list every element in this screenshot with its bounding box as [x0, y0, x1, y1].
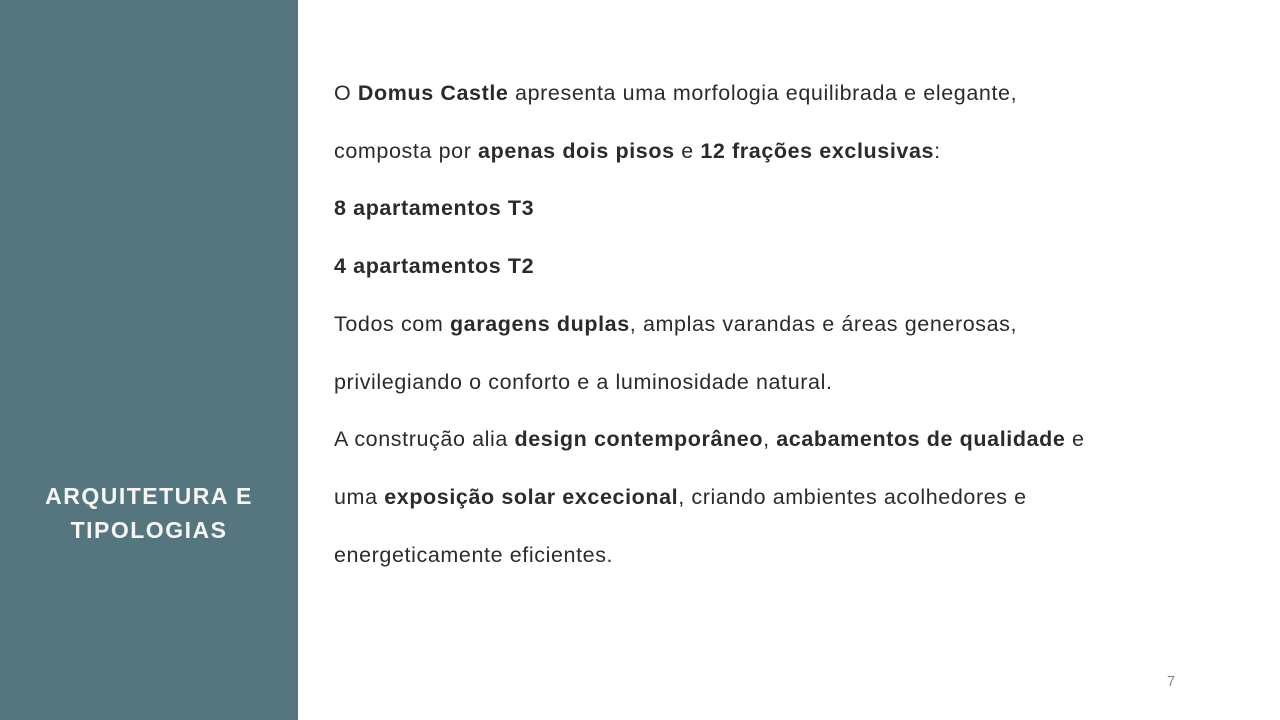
sidebar — [0, 0, 298, 720]
text-segment: O — [334, 81, 358, 105]
text-segment: e — [674, 138, 701, 163]
text-segment: exposição solar excecional — [384, 484, 679, 509]
text-segment: e — [1065, 427, 1085, 452]
body-line — [334, 296, 1214, 354]
body-line — [334, 180, 1214, 238]
text-segment: energeticamente eficientes. — [334, 542, 614, 567]
body-line — [334, 411, 1214, 469]
body-line — [334, 469, 1214, 527]
body-text — [334, 65, 1214, 584]
body-line — [334, 238, 1214, 296]
text-segment: 4 apartamentos T2 — [334, 254, 535, 279]
text-segment: , criando ambientes acolhedores e — [678, 484, 1027, 509]
text-segment: , amplas varandas e áreas generosas, — [629, 311, 1018, 336]
text-segment: Domus Castle — [357, 81, 509, 105]
text-segment: 8 apartamentos T3 — [334, 196, 535, 221]
text-segment: privilegiando o conforto e a luminosidade natural. — [334, 369, 833, 394]
sidebar-title-line1: ARQUITETURA E — [45, 483, 253, 509]
text-segment: Todos com — [334, 311, 450, 336]
text-segment: acabamentos de qualidade — [776, 427, 1066, 452]
sidebar-title — [0, 479, 298, 547]
text-segment: design contemporâneo — [514, 427, 764, 452]
text-segment: apresenta uma morfologia equilibrada e elegante, — [508, 81, 1018, 105]
text-segment: composta por — [334, 138, 479, 163]
page-number: 7 — [1167, 674, 1176, 690]
text-segment: garagens duplas — [449, 311, 630, 336]
text-segment: , — [763, 427, 777, 452]
body-line — [334, 65, 1214, 123]
text-segment: A construção alia — [334, 427, 515, 452]
body-line — [334, 123, 1214, 181]
body-line — [334, 354, 1214, 412]
sidebar-title-line2: TIPOLOGIAS — [70, 517, 228, 543]
text-segment: apenas dois pisos — [478, 138, 675, 163]
body-line — [334, 527, 1214, 585]
text-segment: : — [934, 138, 941, 163]
text-segment: uma — [334, 484, 385, 509]
text-segment: 12 frações exclusivas — [700, 138, 935, 163]
